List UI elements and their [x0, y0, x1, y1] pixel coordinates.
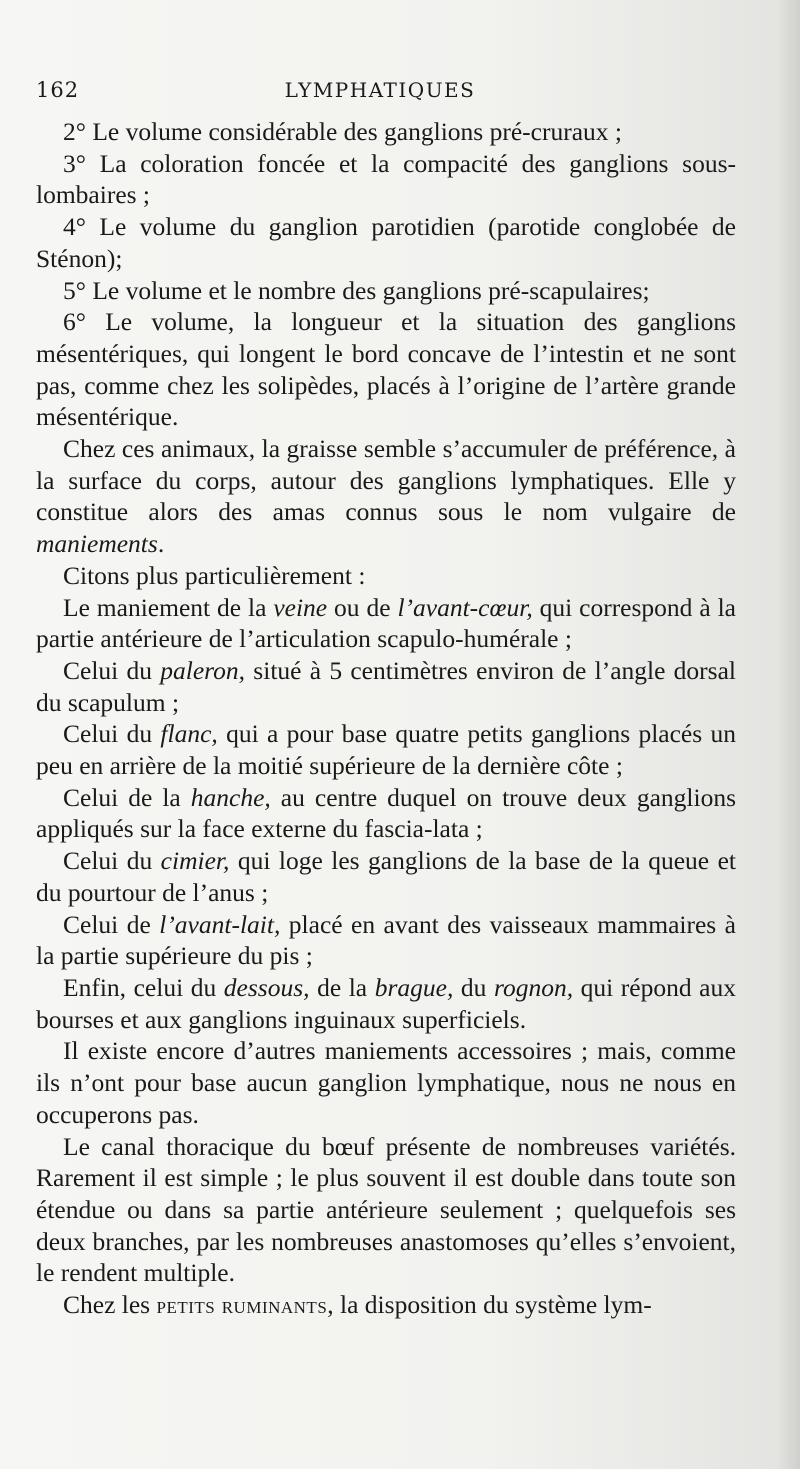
text-run: placé en avant des vaisseaux mammaires à la partie supérieure du pis ;: [36, 909, 736, 971]
small-caps-term: petits ruminants: [156, 1293, 328, 1320]
text-run: situé à 5 centimètres environ de l’angle dorsal du scapulum ;: [36, 655, 736, 717]
paragraph: [36, 718, 736, 781]
italic-term: hanche,: [190, 782, 271, 812]
italic-term: paleron,: [160, 655, 246, 685]
text-run: Celui du: [63, 846, 161, 876]
paragraph: Citons plus particulièrement :: [63, 560, 366, 590]
text-run: Enfin, celui du: [63, 972, 224, 1002]
italic-term: cimier,: [160, 846, 230, 876]
paragraph: [36, 845, 736, 908]
paragraph: 5° Le volume et le nombre des ganglions pré-scapulaires;: [63, 275, 650, 305]
text-run: ou de: [327, 592, 398, 622]
text-run: de la: [309, 972, 375, 1002]
paragraph: [36, 655, 736, 718]
italic-term: veine: [273, 592, 328, 622]
italic-term: dessous,: [223, 972, 310, 1002]
italic-term: flanc,: [160, 719, 218, 749]
italic-term: maniements: [36, 529, 158, 559]
running-title: LYMPHATIQUES: [284, 78, 476, 102]
text-run: .: [157, 529, 165, 559]
paragraph: [36, 1289, 736, 1323]
paragraph: Le canal thoracique du bœuf présente de nombreuses variétés. Rarement il est simple ; le plus souvent il est double dans toute son étendue ou dans sa partie antérieure seulement ; quelquefois ses deux branches, par les nombreuses anastomoses qu’elles s’envoient, le rendent multiple.: [36, 1131, 736, 1288]
text-run: Celui de: [63, 909, 160, 939]
text-run: Chez les: [63, 1290, 157, 1320]
text-run: au centre duquel on trouve deux ganglions appliqués sur la face externe du fascia-lata ;: [36, 782, 736, 844]
text-run: Chez ces animaux, la graisse semble s’accumuler de préférence, à la surface du corps, autour des ganglions lymphatiques. Elle y constitue alors des amas connus sous le nom vulgaire de: [36, 434, 736, 527]
text-run: , la disposition du système lym-: [327, 1290, 652, 1320]
paragraph: 4° Le volume du ganglion parotidien (parotide conglobée de Sténon);: [36, 212, 736, 273]
body-text: [36, 116, 736, 1323]
paragraph: [36, 782, 736, 845]
text-run: qui correspond à la partie antérieure de l’articulation scapulo-humérale ;: [36, 592, 736, 654]
paragraph: Il existe encore d’autres maniements accessoires ; mais, comme ils n’ont pour base aucun ganglion lymphatique, nous ne nous en occuperons pas.: [36, 1036, 736, 1129]
italic-term: l’avant-cœur,: [397, 592, 533, 622]
text-run: qui loge les ganglions de la base de la queue et du pourtour de l’anus ;: [36, 846, 736, 907]
text-run: Le maniement de la: [63, 592, 274, 622]
text-run: qui répond aux bourses et aux ganglions inguinaux superficiels.: [36, 972, 736, 1034]
text-run: du: [453, 972, 494, 1002]
page-header: [0, 78, 800, 108]
page-number: 162: [36, 78, 80, 102]
italic-term: l’avant-lait,: [159, 909, 281, 939]
text-run: Celui du: [63, 655, 161, 685]
paragraph: 2° Le volume considérable des ganglions pré-cruraux ;: [63, 117, 622, 146]
italic-term: rognon,: [493, 972, 574, 1002]
paragraph: 3° La coloration foncée et la compacité des ganglions sous-lombaires ;: [36, 148, 736, 210]
paragraph: [36, 909, 736, 972]
paragraph: 6° Le volume, la longueur et la situation des ganglions mésentériques, qui longent le bord concave de l’intestin et ne sont pas, comme chez les solipèdes, placés à l’origine de l’artère grande mésentérique.: [36, 307, 736, 432]
paragraph: [36, 433, 736, 560]
italic-term: brague,: [374, 972, 454, 1002]
text-run: Celui du: [63, 719, 161, 749]
paragraph: [36, 972, 736, 1035]
paragraph: [36, 592, 736, 655]
text-run: qui a pour base quatre petits ganglions placés un peu en arrière de la moitié supérieure de la dernière côte ;: [36, 719, 736, 781]
text-run: Celui de la: [63, 782, 191, 812]
